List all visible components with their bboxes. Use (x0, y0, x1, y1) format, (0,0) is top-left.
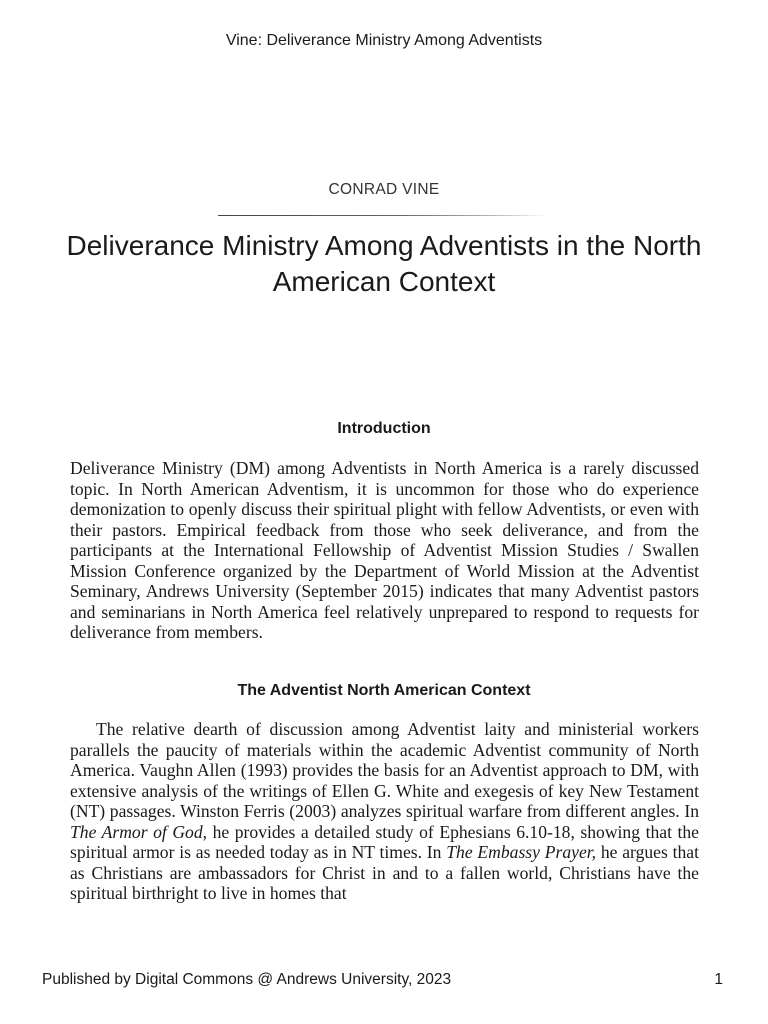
paragraph-context-part-3: he argues that as Christians are ambassadors for Christ in and to a fallen world, Christians have the spiritual birthright to live in homes that (70, 842, 699, 903)
heading-introduction: Introduction (337, 420, 431, 437)
article-title: Deliverance Ministry Among Adventists in the North American Context (66, 230, 702, 297)
author-rule (218, 215, 548, 216)
footer-publisher: Published by Digital Commons @ Andrews University, 2023 (42, 971, 452, 988)
page-number: 1 (714, 971, 723, 988)
running-head: Vine: Deliverance Ministry Among Adventists (225, 32, 543, 49)
paragraph-introduction: Deliverance Ministry (DM) among Adventists in North America is a rarely discussed topic. In North American Adventism, it is uncommon for those who do experience demonization to openly discuss their spiritual plight with fellow Adventists, or even with their pastors. Empirical feedback from those who seek deliverance, and from the participants at the International Fellowship of Adventist Mission Studies / Swallen Mission Conference organized by the Department of World Mission at the Adventist Seminary, Andrews University (September 2015) indicates that many Adventist pastors and seminarians in North America feel relatively unprepared to respond to requests for deliverance from members. (70, 458, 699, 642)
paragraph-context-part-2: , he provides a detailed study of Ephesians 6.10-18, showing that the spiritual armor is as needed today as in NT times. In (70, 821, 699, 862)
paragraph-context (70, 719, 699, 904)
book-title-armor-of-god: The Armor of God (70, 821, 203, 842)
author-name: CONRAD VINE (328, 181, 440, 198)
paragraph-context-part-1: The relative dearth of discussion among Adventist laity and ministerial workers parallels the paucity of materials within the academic Adventist community of North America. Vaughn Allen (1993) provides the basis for an Adventist approach to DM, with extensive analysis of the writings of Ellen G. White and exegesis of key New Testament (NT) passages. Winston Ferris (2003) analyzes spiritual warfare from different angles. In (70, 719, 699, 821)
heading-context: The Adventist North American Context (237, 682, 531, 699)
book-title-embassy-prayer: The Embassy Prayer, (446, 842, 597, 862)
